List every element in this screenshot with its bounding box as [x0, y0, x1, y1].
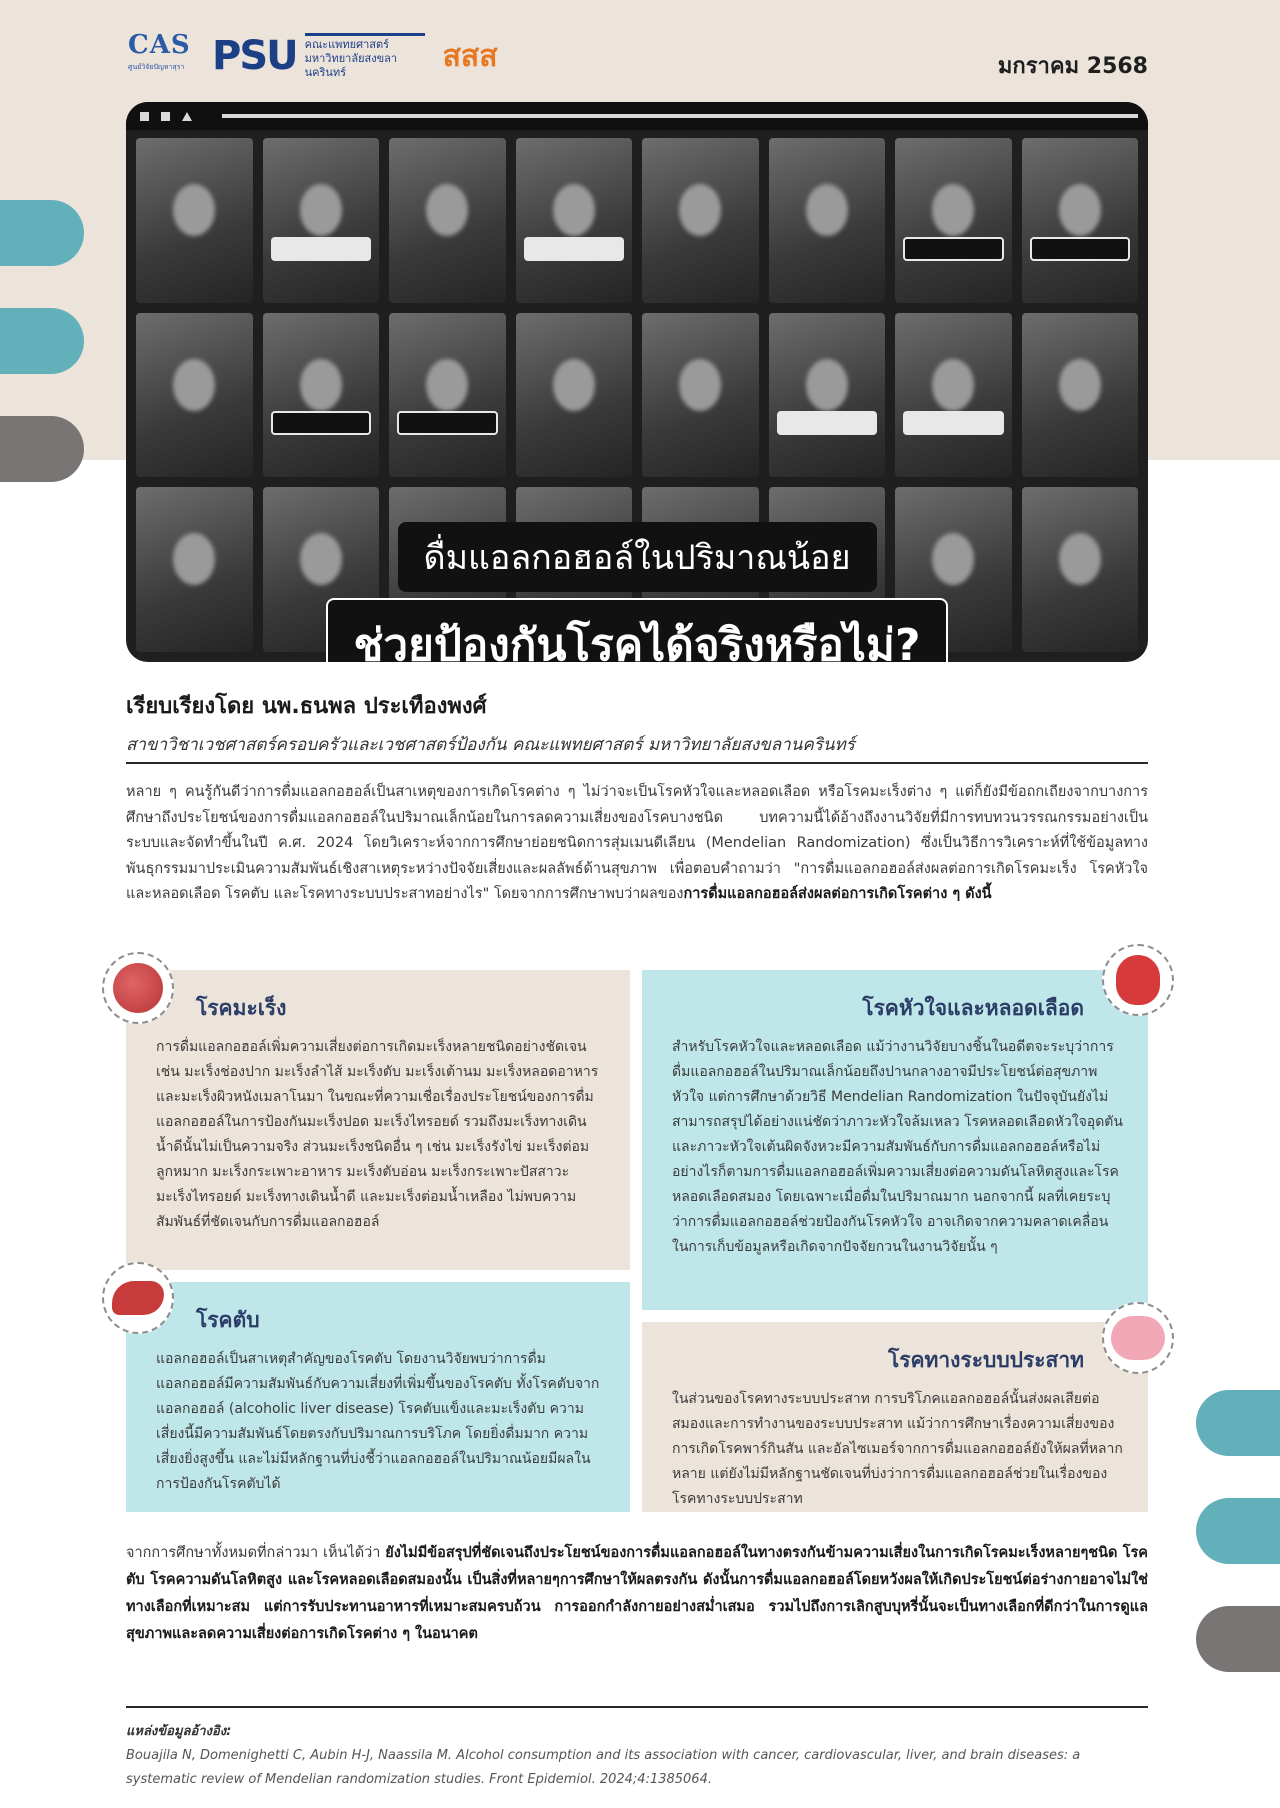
hero-title-line1: ดื่มแอลกอฮอล์ในปริมาณน้อย: [398, 522, 877, 592]
window-address-line: [222, 114, 1138, 118]
divider: [126, 762, 1148, 764]
neuro-section: [642, 1322, 1148, 1512]
cancer-body: การดื่มแอลกอฮอล์เพิ่มความเสี่ยงต่อการเกิดมะเร็งหลายชนิดอย่างชัดเจน เช่น มะเร็งช่องปาก มะเร็งลำไส้ มะเร็งตับ มะเร็งเต้านม มะเร็งหลอดอาหาร และมะเร็งผิวหนังเมลาโนมา ในขณะที่ความเชื่อเรื่องประโยชน์ของการดื่มแอลกอฮอล์ในการป้องกันมะเร็งปอด มะเร็งไทรอยด์ รวมถึงมะเร็งทางเดินน้ำดีนั้นไม่เป็นความจริง ส่วนมะเร็งชนิดอื่น ๆ เช่น มะเร็งรังไข่ มะเร็งต่อมลูกหมาก มะเร็งกระเพาะอาหาร มะเร็งตับอ่อน มะเร็งกระเพาะปัสสาวะ มะเร็งไทรอยด์ มะเร็งทางเดินน้ำดี และมะเร็งต่อมน้ำเหลือง ไม่พบความสัมพันธ์ที่ชัดเจนกับการดื่มแอลกอฮอล์: [156, 1039, 599, 1230]
window-square-icon: [161, 112, 170, 121]
video-thumbnail: [769, 138, 886, 303]
divider: [126, 1706, 1148, 1708]
video-thumbnail: [895, 313, 1012, 478]
closing-paragraph: จากการศึกษาทั้งหมดที่กล่าวมา เห็นได้ว่า ยังไม่มีข้อสรุปที่ชัดเจนถึงประโยชน์ของการดื่มแอลกอฮอล์ในทางตรงกันข้ามความเสี่ยงในการเกิดโรคมะเร็งหลายๆชนิด โรคตับ โรคความดันโลหิตสูง และโรคหลอดเลือดสมองนั้น เป็นสิ่งที่หลายๆการศึกษาให้ผลตรงกัน ดังนั้นการดื่มแอลกอฮอล์โดยหวังผลให้เกิดประโยชน์ต่อร่างกายอาจไม่ใช่ทางเลือกที่เหมาะสม แต่การรับประทานอาหารที่เหมาะสมครบถ้วน การออกกำลังกายอย่างสม่ำเสมอ รวมไปถึงการเลิกสูบบุหรี่นั้นจะเป็นทางเลือกที่ดีกว่าในการดูแลสุขภาพและลดความเสี่ยงต่อการเกิดโรคต่าง ๆ ในอนาคต: [126, 1545, 1148, 1642]
heart-icon: [1102, 944, 1174, 1016]
reference-heading: แหล่งข้อมูลอ้างอิง:: [126, 1724, 232, 1739]
window-triangle-icon: [182, 112, 192, 121]
liver-icon: [102, 1262, 174, 1334]
hero-title-line2: ช่วยป้องกันโรคได้จริงหรือไม่?: [326, 598, 949, 662]
heart-section: [642, 970, 1148, 1310]
window-square-icon: [140, 112, 149, 121]
reference-citation: Bouajila N, Domenighetti C, Aubin H-J, Naassila M. Alcohol consumption and its association with cancer, cardiovascular, liver, and brain diseases: a systematic review of Mendelian randomization studies. Front Epidemiol. 2024;4:1385064.: [126, 1748, 1081, 1787]
heart-title: โรคหัวใจและหลอดเลือด: [862, 996, 1084, 1020]
left-tab-teal-1: [0, 200, 84, 266]
video-thumbnail: [389, 313, 506, 478]
cancer-cell-icon: [102, 952, 174, 1024]
liver-section: [126, 1282, 630, 1512]
issue-date: มกราคม 2568: [997, 54, 1148, 79]
video-thumbnail: [263, 313, 380, 478]
reference: [126, 1720, 1148, 1792]
hero-window-bar: [126, 102, 1148, 130]
cas-logo: CAS ศูนย์วิจัยปัญหาสุรา: [128, 30, 191, 71]
cancer-title: โรคมะเร็ง: [196, 996, 287, 1020]
video-thumbnail: [1022, 138, 1139, 303]
heart-body: สำหรับโรคหัวใจและหลอดเลือด แม้ว่างานวิจัยบางชิ้นในอดีตจะระบุว่าการดื่มแอลกอฮอล์ในปริมาณเล็กน้อยถึงปานกลางอาจมีประโยชน์ต่อสุขภาพหัวใจ แต่การศึกษาด้วยวิธี Mendelian Randomization ในปัจจุบันยังไม่สามารถสรุปได้อย่างแน่ชัดว่าภาวะหัวใจล้มเหลว โรคหลอดเลือดหัวใจอุดตัน และภาวะหัวใจเต้นผิดจังหวะมีความสัมพันธ์กับการดื่มแอลกอฮอล์หรือไม่ อย่างไรก็ตามการดื่มแอลกอฮอล์เพิ่มความเสี่ยงต่อความดันโลหิตสูงและโรคหลอดเลือดสมอง โดยเฉพาะเมื่อดื่มในปริมาณมาก นอกจากนี้ ผลที่เคยระบุว่าการดื่มแอลกอฮอล์ช่วยป้องกันโรคหัวใจ อาจเกิดจากความคลาดเคลื่อนในการเก็บข้อมูลหรือเกิดจากปัจจัยกวนในงานวิจัยนั้น ๆ: [672, 1039, 1123, 1255]
video-thumbnail: [516, 138, 633, 303]
hero-title: [126, 522, 1148, 662]
video-thumbnail: [769, 313, 886, 478]
cancer-section: [126, 970, 630, 1270]
byline: [126, 688, 1148, 758]
video-thumbnail: [642, 138, 759, 303]
hero-image: [126, 102, 1148, 662]
author: เรียบเรียงโดย นพ.ธนพล ประเทืองพงศ์: [126, 694, 487, 719]
video-thumbnail: [516, 313, 633, 478]
liver-title: โรคตับ: [196, 1308, 260, 1332]
psu-logo: PSU คณะแพทยศาสตร์ มหาวิทยาลัยสงขลานครินทร์: [212, 33, 425, 80]
brain-icon: [1102, 1302, 1174, 1374]
video-thumbnail: [389, 138, 506, 303]
header-logos: [128, 26, 498, 86]
video-thumbnail: [136, 313, 253, 478]
video-thumbnail: [642, 313, 759, 478]
video-thumbnail: [263, 138, 380, 303]
video-thumbnail: [1022, 313, 1139, 478]
intro-paragraph: หลาย ๆ คนรู้กันดีว่าการดื่มแอลกอฮอล์เป็นสาเหตุของการเกิดโรคต่าง ๆ ไม่ว่าจะเป็นโรคหัวใจและหลอดเลือด หรือโรคมะเร็งต่าง ๆ แต่ก็ยังมีข้อถกเถียงจากบางการศึกษาถึงประโยชน์ของการดื่มแอลกอฮอล์ในปริมาณเล็กน้อยในการลดความเสี่ยงของโรคบางชนิด บทความนี้ได้อ้างถึงงานวิจัยที่มีการทบทวนวรรณกรรมอย่างเป็นระบบและจัดทำขึ้นในปี ค.ศ. 2024 โดยวิเคราะห์จากการศึกษาย่อยชนิดการสุ่มเมนดีเลียน (Mendelian Randomization) ซึ่งเป็นวิธีการวิเคราะห์ที่ใช้ข้อมูลทางพันธุกรรมมาประเมินความสัมพันธ์เชิงสาเหตุระหว่างปัจจัยเสี่ยงและผลลัพธ์ด้านสุขภาพ เพื่อตอบคำถามว่า "การดื่มแอลกอฮอล์ส่งผลต่อการเกิดโรคมะเร็ง โรคหัวใจและหลอดเลือด โรคตับ และโรคทางระบบประสาทอย่างไร" โดยจากการศึกษาพบว่าผลของการดื่มแอลกอฮอล์ส่งผลต่อการเกิดโรคต่าง ๆ ดังนี้: [126, 784, 1148, 902]
liver-body: แอลกอฮอล์เป็นสาเหตุสำคัญของโรคตับ โดยงานวิจัยพบว่าการดื่มแอลกอฮอล์มีความสัมพันธ์กับความเสี่ยงที่เพิ่มขึ้นของโรคตับ ทั้งโรคตับจากแอลกอฮอล์ (alcoholic liver disease) โรคตับแข็งและมะเร็งตับ ความเสี่ยงนี้มีความสัมพันธ์โดยตรงกับปริมาณการบริโภค โดยยิ่งดื่มมาก ความเสี่ยงยิ่งสูงขึ้น และไม่มีหลักฐานที่บ่งชี้ว่าแอลกอฮอล์ในปริมาณน้อยมีผลในการป้องกันโรคตับได้: [156, 1351, 600, 1492]
right-tab-teal-1: [1196, 1390, 1280, 1456]
left-tab-grey: [0, 416, 84, 482]
neuro-body: ในส่วนของโรคทางระบบประสาท การบริโภคแอลกอฮอล์นั้นส่งผลเสียต่อสมองและการทำงานของระบบประสาท แม้ว่าการศึกษาเรื่องความเสี่ยงของการเกิดโรคพาร์กินสัน และอัลไซเมอร์จากการดื่มแอลกอฮอล์ยังให้ผลที่หลากหลาย แต่ยังไม่มีหลักฐานชัดเจนที่บ่งว่าการดื่มแอลกอฮอล์ช่วยในเรื่องของโรคทางระบบประสาท: [672, 1391, 1123, 1507]
right-tab-grey: [1196, 1606, 1280, 1672]
author-affiliation: สาขาวิชาเวชศาสตร์ครอบครัวและเวชศาสตร์ป้องกัน คณะแพทยศาสตร์ มหาวิทยาลัยสงขลานครินทร์: [126, 735, 855, 755]
left-tab-teal-2: [0, 308, 84, 374]
neuro-title: โรคทางระบบประสาท: [887, 1348, 1084, 1372]
right-tab-teal-2: [1196, 1498, 1280, 1564]
video-thumbnail: [136, 138, 253, 303]
video-thumbnail: [895, 138, 1012, 303]
sss-logo: สสส: [442, 38, 498, 74]
